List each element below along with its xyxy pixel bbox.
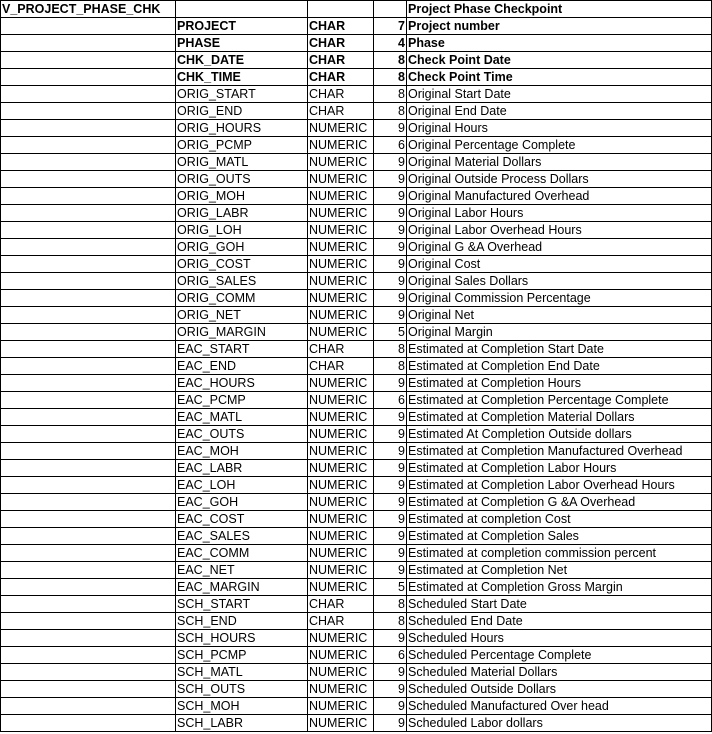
table-row xyxy=(1,409,712,426)
data-type-cell[interactable]: NUMERIC xyxy=(308,273,374,290)
table-row xyxy=(1,562,712,579)
description-cell[interactable]: Estimated at Completion Labor Overhead Hours xyxy=(407,477,712,494)
field-name-cell[interactable]: ORIG_PCMP xyxy=(176,137,308,154)
data-type-cell[interactable]: CHAR xyxy=(308,69,374,86)
empty-cell[interactable] xyxy=(1,664,176,681)
table-row xyxy=(1,188,712,205)
description-cell[interactable]: Estimated at Completion Net xyxy=(407,562,712,579)
description-cell[interactable]: Scheduled Outside Dollars xyxy=(407,681,712,698)
length-cell[interactable]: 9 xyxy=(374,239,407,256)
length-cell[interactable]: 8 xyxy=(374,596,407,613)
data-type-cell[interactable]: NUMERIC xyxy=(308,137,374,154)
data-type-cell[interactable]: NUMERIC xyxy=(308,239,374,256)
data-type-cell[interactable]: NUMERIC xyxy=(308,545,374,562)
view-name[interactable]: V_PROJECT_PHASE_CHK xyxy=(1,1,176,18)
data-type-cell[interactable]: CHAR xyxy=(308,52,374,69)
data-type-cell[interactable]: NUMERIC xyxy=(308,562,374,579)
table-row xyxy=(1,324,712,341)
data-type-cell[interactable]: NUMERIC xyxy=(308,256,374,273)
description-cell[interactable]: Original Manufactured Overhead xyxy=(407,188,712,205)
description-cell[interactable]: Original Outside Process Dollars xyxy=(407,171,712,188)
table-row xyxy=(1,290,712,307)
description-cell[interactable]: Scheduled Material Dollars xyxy=(407,664,712,681)
data-type-cell[interactable]: NUMERIC xyxy=(308,630,374,647)
empty-cell[interactable] xyxy=(308,1,374,18)
empty-cell[interactable] xyxy=(1,18,176,35)
description-cell[interactable]: Estimated at Completion Gross Margin xyxy=(407,579,712,596)
data-type-cell[interactable]: NUMERIC xyxy=(308,511,374,528)
table-row xyxy=(1,681,712,698)
length-cell[interactable]: 9 xyxy=(374,256,407,273)
table-row xyxy=(1,273,712,290)
field-name-cell[interactable]: SCH_HOURS xyxy=(176,630,308,647)
table-row xyxy=(1,307,712,324)
description-cell[interactable]: Original Labor Overhead Hours xyxy=(407,222,712,239)
field-name-cell[interactable]: SCH_START xyxy=(176,596,308,613)
description-cell[interactable]: Original Labor Hours xyxy=(407,205,712,222)
length-cell[interactable]: 9 xyxy=(374,409,407,426)
empty-cell[interactable] xyxy=(1,120,176,137)
field-name-cell[interactable]: EAC_OUTS xyxy=(176,426,308,443)
field-name-cell[interactable]: EAC_MARGIN xyxy=(176,579,308,596)
field-name-cell[interactable]: SCH_MATL xyxy=(176,664,308,681)
length-cell[interactable]: 9 xyxy=(374,273,407,290)
data-type-cell[interactable]: NUMERIC xyxy=(308,681,374,698)
empty-cell[interactable] xyxy=(1,154,176,171)
table-row xyxy=(1,545,712,562)
field-name-cell[interactable]: ORIG_MATL xyxy=(176,154,308,171)
length-cell[interactable]: 9 xyxy=(374,511,407,528)
table-row xyxy=(1,358,712,375)
data-type-cell[interactable]: NUMERIC xyxy=(308,392,374,409)
table-row xyxy=(1,698,712,715)
field-name-cell[interactable]: ORIG_HOURS xyxy=(176,120,308,137)
length-cell[interactable]: 5 xyxy=(374,324,407,341)
description-cell[interactable]: Original End Date xyxy=(407,103,712,120)
table-row xyxy=(1,392,712,409)
table-row xyxy=(1,511,712,528)
empty-cell[interactable] xyxy=(1,324,176,341)
data-type-cell[interactable]: CHAR xyxy=(308,18,374,35)
table-body xyxy=(1,1,712,732)
length-cell[interactable]: 7 xyxy=(374,18,407,35)
length-cell[interactable]: 9 xyxy=(374,664,407,681)
description-cell[interactable]: Estimated at Completion Manufactured Overhead xyxy=(407,443,712,460)
description-cell[interactable]: Check Point Date xyxy=(407,52,712,69)
length-cell[interactable]: 9 xyxy=(374,443,407,460)
empty-cell[interactable] xyxy=(1,358,176,375)
description-cell[interactable]: Estimated at Completion Percentage Complete xyxy=(407,392,712,409)
length-cell[interactable]: 8 xyxy=(374,613,407,630)
table-row xyxy=(1,256,712,273)
empty-cell[interactable] xyxy=(1,392,176,409)
length-cell[interactable]: 9 xyxy=(374,375,407,392)
description-cell[interactable]: Scheduled Labor dollars xyxy=(407,715,712,732)
empty-cell[interactable] xyxy=(1,290,176,307)
field-name-cell[interactable]: SCH_END xyxy=(176,613,308,630)
description-cell[interactable]: Scheduled Percentage Complete xyxy=(407,647,712,664)
empty-cell[interactable] xyxy=(1,52,176,69)
data-type-cell[interactable]: NUMERIC xyxy=(308,188,374,205)
table-row xyxy=(1,630,712,647)
data-type-cell[interactable]: NUMERIC xyxy=(308,409,374,426)
field-name-cell[interactable]: EAC_MOH xyxy=(176,443,308,460)
description-cell[interactable]: Original Material Dollars xyxy=(407,154,712,171)
empty-cell[interactable] xyxy=(1,171,176,188)
data-type-cell[interactable]: NUMERIC xyxy=(308,120,374,137)
field-name-cell[interactable]: PHASE xyxy=(176,35,308,52)
empty-cell[interactable] xyxy=(1,511,176,528)
length-cell[interactable]: 9 xyxy=(374,120,407,137)
length-cell[interactable]: 8 xyxy=(374,358,407,375)
length-cell[interactable]: 6 xyxy=(374,647,407,664)
field-name-cell[interactable]: EAC_HOURS xyxy=(176,375,308,392)
field-name-cell[interactable]: ORIG_COST xyxy=(176,256,308,273)
description-cell[interactable]: Estimated at completion commission percent xyxy=(407,545,712,562)
data-type-cell[interactable]: NUMERIC xyxy=(308,171,374,188)
empty-cell[interactable] xyxy=(1,273,176,290)
empty-cell[interactable] xyxy=(1,222,176,239)
empty-cell[interactable] xyxy=(1,562,176,579)
description-cell[interactable]: Original Hours xyxy=(407,120,712,137)
data-type-cell[interactable]: CHAR xyxy=(308,596,374,613)
table-row xyxy=(1,477,712,494)
field-name-cell[interactable]: ORIG_LABR xyxy=(176,205,308,222)
table-row xyxy=(1,528,712,545)
length-cell[interactable]: 9 xyxy=(374,715,407,732)
empty-cell[interactable] xyxy=(1,596,176,613)
length-cell[interactable]: 8 xyxy=(374,86,407,103)
description-cell[interactable]: Estimated at Completion Material Dollars xyxy=(407,409,712,426)
table-row xyxy=(1,375,712,392)
field-name-cell[interactable]: EAC_SALES xyxy=(176,528,308,545)
empty-cell[interactable] xyxy=(1,443,176,460)
empty-cell[interactable] xyxy=(1,409,176,426)
data-type-cell[interactable]: NUMERIC xyxy=(308,460,374,477)
description-cell[interactable]: Estimated at Completion End Date xyxy=(407,358,712,375)
table-row xyxy=(1,613,712,630)
data-type-cell[interactable]: CHAR xyxy=(308,35,374,52)
field-name-cell[interactable]: EAC_LOH xyxy=(176,477,308,494)
data-type-cell[interactable]: CHAR xyxy=(308,613,374,630)
field-name-cell[interactable]: EAC_START xyxy=(176,341,308,358)
description-cell[interactable]: Original Sales Dollars xyxy=(407,273,712,290)
empty-cell[interactable] xyxy=(176,1,308,18)
table-row xyxy=(1,460,712,477)
table-row xyxy=(1,715,712,732)
description-cell[interactable]: Estimated at completion Cost xyxy=(407,511,712,528)
empty-cell[interactable] xyxy=(1,341,176,358)
description-cell[interactable]: Estimated at Completion Sales xyxy=(407,528,712,545)
table-row xyxy=(1,18,712,35)
table-row xyxy=(1,664,712,681)
length-cell[interactable]: 9 xyxy=(374,154,407,171)
length-cell[interactable]: 6 xyxy=(374,392,407,409)
field-name-cell[interactable]: ORIG_COMM xyxy=(176,290,308,307)
field-name-cell[interactable]: ORIG_NET xyxy=(176,307,308,324)
table-row xyxy=(1,205,712,222)
table-row xyxy=(1,52,712,69)
empty-cell[interactable] xyxy=(1,256,176,273)
field-name-cell[interactable]: ORIG_MARGIN xyxy=(176,324,308,341)
description-cell[interactable]: Estimated at Completion Hours xyxy=(407,375,712,392)
table-row xyxy=(1,171,712,188)
length-cell[interactable]: 9 xyxy=(374,494,407,511)
data-type-cell[interactable]: CHAR xyxy=(308,358,374,375)
data-type-cell[interactable]: NUMERIC xyxy=(308,324,374,341)
empty-cell[interactable] xyxy=(1,375,176,392)
data-type-cell[interactable]: CHAR xyxy=(308,103,374,120)
length-cell[interactable]: 9 xyxy=(374,307,407,324)
description-cell[interactable]: Estimated at Completion Start Date xyxy=(407,341,712,358)
data-type-cell[interactable]: NUMERIC xyxy=(308,205,374,222)
description-cell[interactable]: Original Start Date xyxy=(407,86,712,103)
data-type-cell[interactable]: CHAR xyxy=(308,86,374,103)
empty-cell[interactable] xyxy=(1,579,176,596)
data-type-cell[interactable]: NUMERIC xyxy=(308,494,374,511)
field-name-cell[interactable]: EAC_COST xyxy=(176,511,308,528)
table-row xyxy=(1,69,712,86)
length-cell[interactable]: 9 xyxy=(374,528,407,545)
empty-cell[interactable] xyxy=(1,613,176,630)
length-cell[interactable]: 9 xyxy=(374,698,407,715)
empty-cell[interactable] xyxy=(1,86,176,103)
empty-cell[interactable] xyxy=(374,1,407,18)
length-cell[interactable]: 9 xyxy=(374,681,407,698)
table-row xyxy=(1,154,712,171)
field-name-cell[interactable]: SCH_OUTS xyxy=(176,681,308,698)
empty-cell[interactable] xyxy=(1,426,176,443)
empty-cell[interactable] xyxy=(1,239,176,256)
description-cell[interactable]: Scheduled Hours xyxy=(407,630,712,647)
description-cell[interactable]: Scheduled Start Date xyxy=(407,596,712,613)
empty-cell[interactable] xyxy=(1,647,176,664)
field-name-cell[interactable]: EAC_END xyxy=(176,358,308,375)
table-row xyxy=(1,426,712,443)
field-name-cell[interactable]: EAC_LABR xyxy=(176,460,308,477)
field-name-cell[interactable]: CHK_DATE xyxy=(176,52,308,69)
field-name-cell[interactable]: SCH_LABR xyxy=(176,715,308,732)
length-cell[interactable]: 9 xyxy=(374,426,407,443)
data-type-cell[interactable]: NUMERIC xyxy=(308,290,374,307)
empty-cell[interactable] xyxy=(1,477,176,494)
empty-cell[interactable] xyxy=(1,545,176,562)
field-name-cell[interactable]: ORIG_END xyxy=(176,103,308,120)
table-row xyxy=(1,647,712,664)
empty-cell[interactable] xyxy=(1,35,176,52)
length-cell[interactable]: 9 xyxy=(374,171,407,188)
description-cell[interactable]: Original Net xyxy=(407,307,712,324)
data-type-cell[interactable]: NUMERIC xyxy=(308,222,374,239)
length-cell[interactable]: 9 xyxy=(374,188,407,205)
description-cell[interactable]: Original Cost xyxy=(407,256,712,273)
empty-cell[interactable] xyxy=(1,528,176,545)
description-cell[interactable]: Original Percentage Complete xyxy=(407,137,712,154)
description-cell[interactable]: Scheduled Manufactured Over head xyxy=(407,698,712,715)
field-name-cell[interactable]: ORIG_SALES xyxy=(176,273,308,290)
description-cell[interactable]: Phase xyxy=(407,35,712,52)
description-cell[interactable]: Estimated at Completion Labor Hours xyxy=(407,460,712,477)
empty-cell[interactable] xyxy=(1,69,176,86)
length-cell[interactable]: 9 xyxy=(374,562,407,579)
table-row xyxy=(1,120,712,137)
empty-cell[interactable] xyxy=(1,205,176,222)
length-cell[interactable]: 6 xyxy=(374,137,407,154)
description-cell[interactable]: Original Margin xyxy=(407,324,712,341)
table-row xyxy=(1,86,712,103)
description-cell[interactable]: Estimated at Completion G &A Overhead xyxy=(407,494,712,511)
table-row xyxy=(1,103,712,120)
length-cell[interactable]: 9 xyxy=(374,477,407,494)
data-type-cell[interactable]: NUMERIC xyxy=(308,477,374,494)
data-type-cell[interactable]: NUMERIC xyxy=(308,647,374,664)
field-name-cell[interactable]: EAC_PCMP xyxy=(176,392,308,409)
empty-cell[interactable] xyxy=(1,137,176,154)
field-name-cell[interactable]: ORIG_START xyxy=(176,86,308,103)
data-type-cell[interactable]: NUMERIC xyxy=(308,154,374,171)
empty-cell[interactable] xyxy=(1,630,176,647)
data-type-cell[interactable]: NUMERIC xyxy=(308,698,374,715)
view-description[interactable]: Project Phase Checkpoint xyxy=(407,1,712,18)
length-cell[interactable]: 8 xyxy=(374,341,407,358)
empty-cell[interactable] xyxy=(1,460,176,477)
field-name-cell[interactable]: EAC_MATL xyxy=(176,409,308,426)
field-name-cell[interactable]: EAC_NET xyxy=(176,562,308,579)
length-cell[interactable]: 9 xyxy=(374,630,407,647)
data-type-cell[interactable]: NUMERIC xyxy=(308,528,374,545)
table-row xyxy=(1,137,712,154)
data-type-cell[interactable]: NUMERIC xyxy=(308,715,374,732)
length-cell[interactable]: 8 xyxy=(374,52,407,69)
table-row xyxy=(1,35,712,52)
field-name-cell[interactable]: PROJECT xyxy=(176,18,308,35)
field-name-cell[interactable]: ORIG_LOH xyxy=(176,222,308,239)
data-type-cell[interactable]: CHAR xyxy=(308,341,374,358)
length-cell[interactable]: 9 xyxy=(374,205,407,222)
description-cell[interactable]: Project number xyxy=(407,18,712,35)
field-name-cell[interactable]: ORIG_GOH xyxy=(176,239,308,256)
length-cell[interactable]: 8 xyxy=(374,69,407,86)
length-cell[interactable]: 9 xyxy=(374,290,407,307)
description-cell[interactable]: Original Commission Percentage xyxy=(407,290,712,307)
description-cell[interactable]: Estimated At Completion Outside dollars xyxy=(407,426,712,443)
table-row xyxy=(1,239,712,256)
data-type-cell[interactable]: NUMERIC xyxy=(308,579,374,596)
empty-cell[interactable] xyxy=(1,103,176,120)
data-type-cell[interactable]: NUMERIC xyxy=(308,375,374,392)
field-name-cell[interactable]: EAC_GOH xyxy=(176,494,308,511)
length-cell[interactable]: 8 xyxy=(374,103,407,120)
length-cell[interactable]: 9 xyxy=(374,460,407,477)
description-cell[interactable]: Scheduled End Date xyxy=(407,613,712,630)
field-name-cell[interactable]: SCH_PCMP xyxy=(176,647,308,664)
length-cell[interactable]: 9 xyxy=(374,545,407,562)
empty-cell[interactable] xyxy=(1,307,176,324)
table-row xyxy=(1,443,712,460)
table-row xyxy=(1,341,712,358)
table-row xyxy=(1,596,712,613)
field-name-cell[interactable]: ORIG_OUTS xyxy=(176,171,308,188)
field-name-cell[interactable]: SCH_MOH xyxy=(176,698,308,715)
empty-cell[interactable] xyxy=(1,681,176,698)
description-cell[interactable]: Original G &A Overhead xyxy=(407,239,712,256)
empty-cell[interactable] xyxy=(1,698,176,715)
data-type-cell[interactable]: NUMERIC xyxy=(308,426,374,443)
description-cell[interactable]: Check Point Time xyxy=(407,69,712,86)
field-name-cell[interactable]: EAC_COMM xyxy=(176,545,308,562)
data-type-cell[interactable]: NUMERIC xyxy=(308,443,374,460)
empty-cell[interactable] xyxy=(1,494,176,511)
field-name-cell[interactable]: CHK_TIME xyxy=(176,69,308,86)
header-row xyxy=(1,1,712,18)
length-cell[interactable]: 5 xyxy=(374,579,407,596)
table-row xyxy=(1,494,712,511)
table-row xyxy=(1,222,712,239)
length-cell[interactable]: 4 xyxy=(374,35,407,52)
length-cell[interactable]: 9 xyxy=(374,222,407,239)
table-row xyxy=(1,579,712,596)
data-type-cell[interactable]: NUMERIC xyxy=(308,664,374,681)
empty-cell[interactable] xyxy=(1,715,176,732)
field-name-cell[interactable]: ORIG_MOH xyxy=(176,188,308,205)
data-type-cell[interactable]: NUMERIC xyxy=(308,307,374,324)
empty-cell[interactable] xyxy=(1,188,176,205)
